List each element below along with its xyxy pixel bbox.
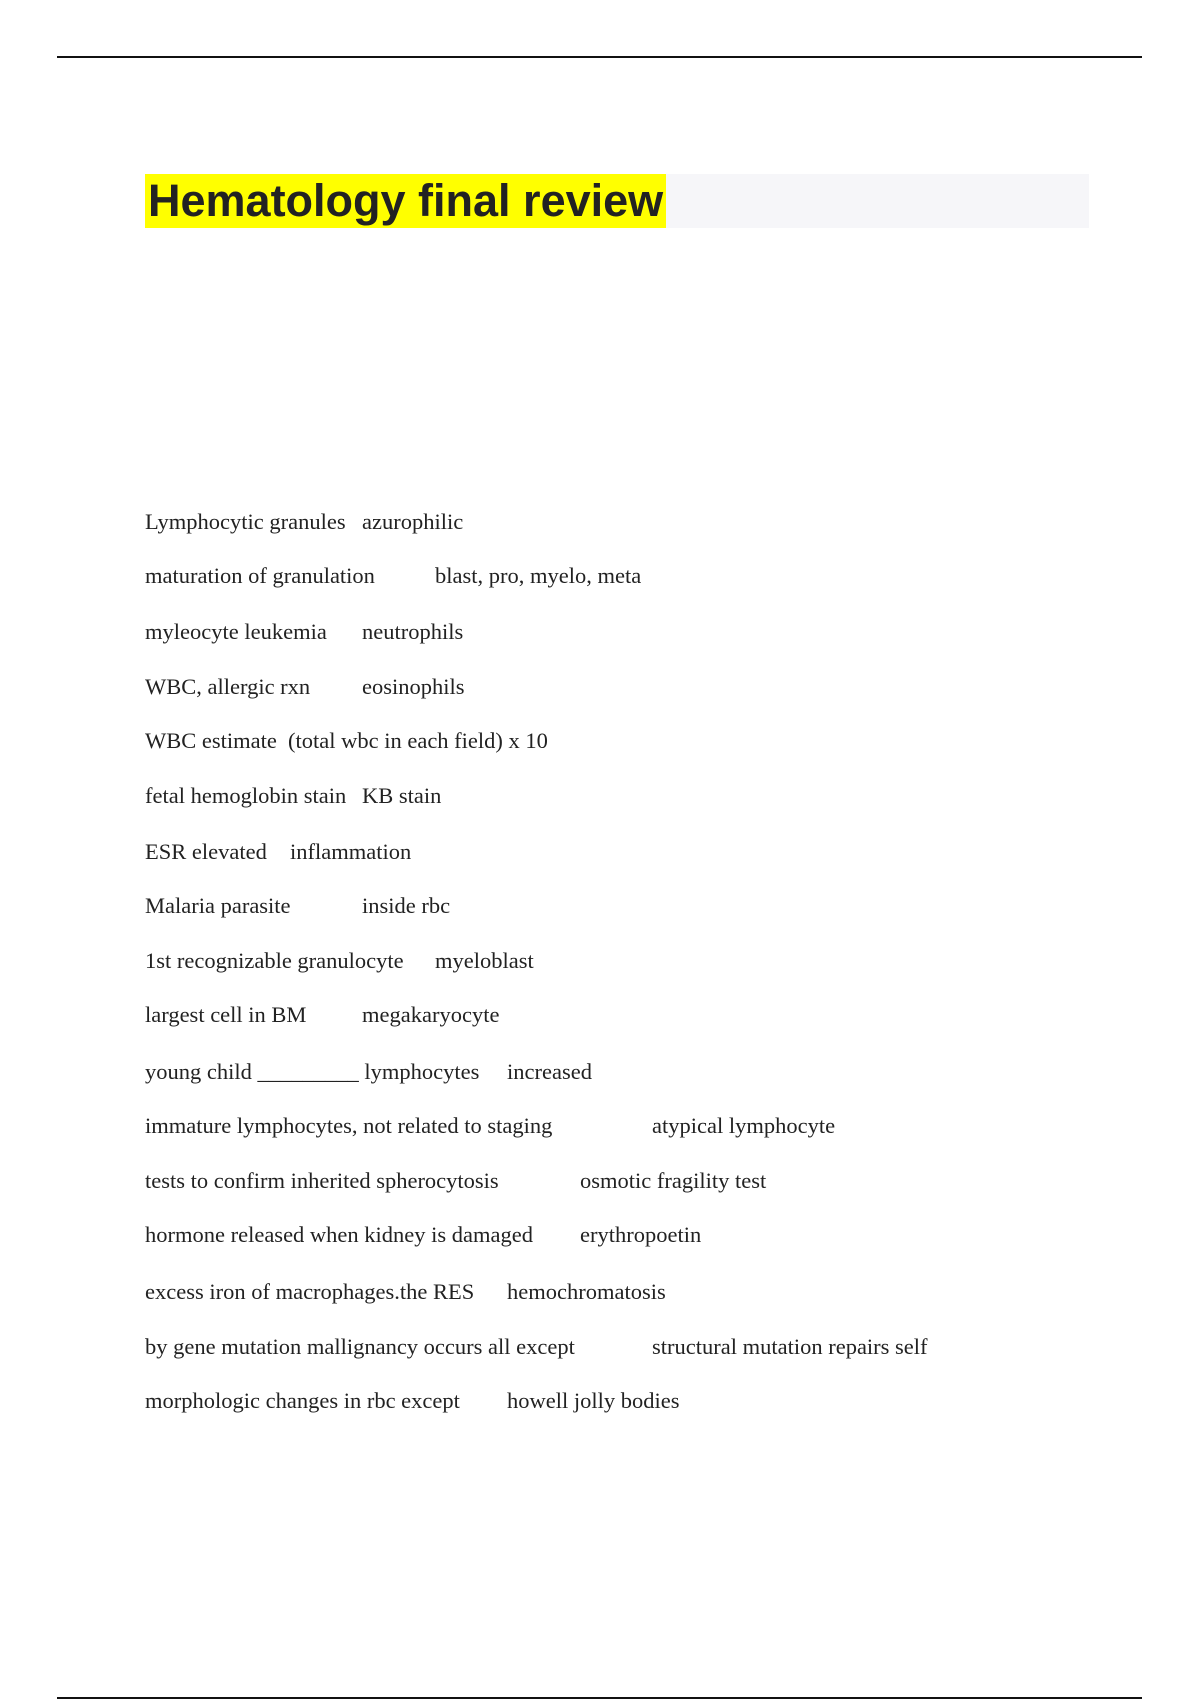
definition: (total wbc in each field) x 10 <box>288 728 548 753</box>
qa-row <box>0 1166 1200 1196</box>
definition: blast, pro, myelo, meta <box>435 563 642 588</box>
definition: eosinophils <box>362 674 465 699</box>
definition: howell jolly bodies <box>507 1388 680 1413</box>
definition: KB stain <box>362 783 442 808</box>
qa-row <box>0 837 1200 867</box>
definition: azurophilic <box>362 509 464 534</box>
term: Lymphocytic granules <box>145 509 346 534</box>
page-title: Hematology final review <box>145 174 666 228</box>
definition: inflammation <box>290 839 412 864</box>
qa-row <box>0 507 1200 537</box>
term: immature lymphocytes, not related to staging <box>145 1113 553 1138</box>
term: excess iron of macrophages.the RES <box>145 1279 475 1304</box>
qa-row <box>0 1332 1200 1362</box>
qa-row <box>0 1057 1200 1087</box>
definition: neutrophils <box>362 619 464 644</box>
qa-row <box>0 1386 1200 1416</box>
definition: myeloblast <box>435 948 534 973</box>
definition: increased <box>507 1059 592 1084</box>
term: WBC estimate <box>145 728 277 753</box>
term: 1st recognizable granulocyte <box>145 948 404 973</box>
definition: atypical lymphocyte <box>652 1113 836 1138</box>
definition: hemochromatosis <box>507 1279 666 1304</box>
qa-row <box>0 1220 1200 1250</box>
term: hormone released when kidney is damaged <box>145 1222 533 1247</box>
definition: erythropoetin <box>580 1222 702 1247</box>
term: morphologic changes in rbc except <box>145 1388 460 1413</box>
term: maturation of granulation <box>145 563 375 588</box>
term: fetal hemoglobin stain <box>145 783 347 808</box>
term: Malaria parasite <box>145 893 291 918</box>
term: WBC, allergic rxn <box>145 674 311 699</box>
term: by gene mutation mallignancy occurs all except <box>145 1334 575 1359</box>
qa-row <box>0 1111 1200 1141</box>
definition: megakaryocyte <box>362 1002 500 1027</box>
qa-row <box>0 726 1200 756</box>
qa-row <box>0 561 1200 591</box>
qa-row <box>0 781 1200 811</box>
qa-row <box>0 891 1200 921</box>
qa-row <box>0 617 1200 647</box>
term: myleocyte leukemia <box>145 619 327 644</box>
qa-row <box>0 1000 1200 1030</box>
qa-row <box>0 946 1200 976</box>
definition: osmotic fragility test <box>580 1168 767 1193</box>
definition: structural mutation repairs self <box>652 1334 928 1359</box>
bottom-rule <box>57 1697 1142 1699</box>
definition: inside rbc <box>362 893 451 918</box>
term: young child _________ lymphocytes <box>145 1059 480 1084</box>
qa-row <box>0 1277 1200 1307</box>
term: largest cell in BM <box>145 1002 307 1027</box>
qa-row <box>0 672 1200 702</box>
term: ESR elevated <box>145 839 267 864</box>
term: tests to confirm inherited spherocytosis <box>145 1168 499 1193</box>
